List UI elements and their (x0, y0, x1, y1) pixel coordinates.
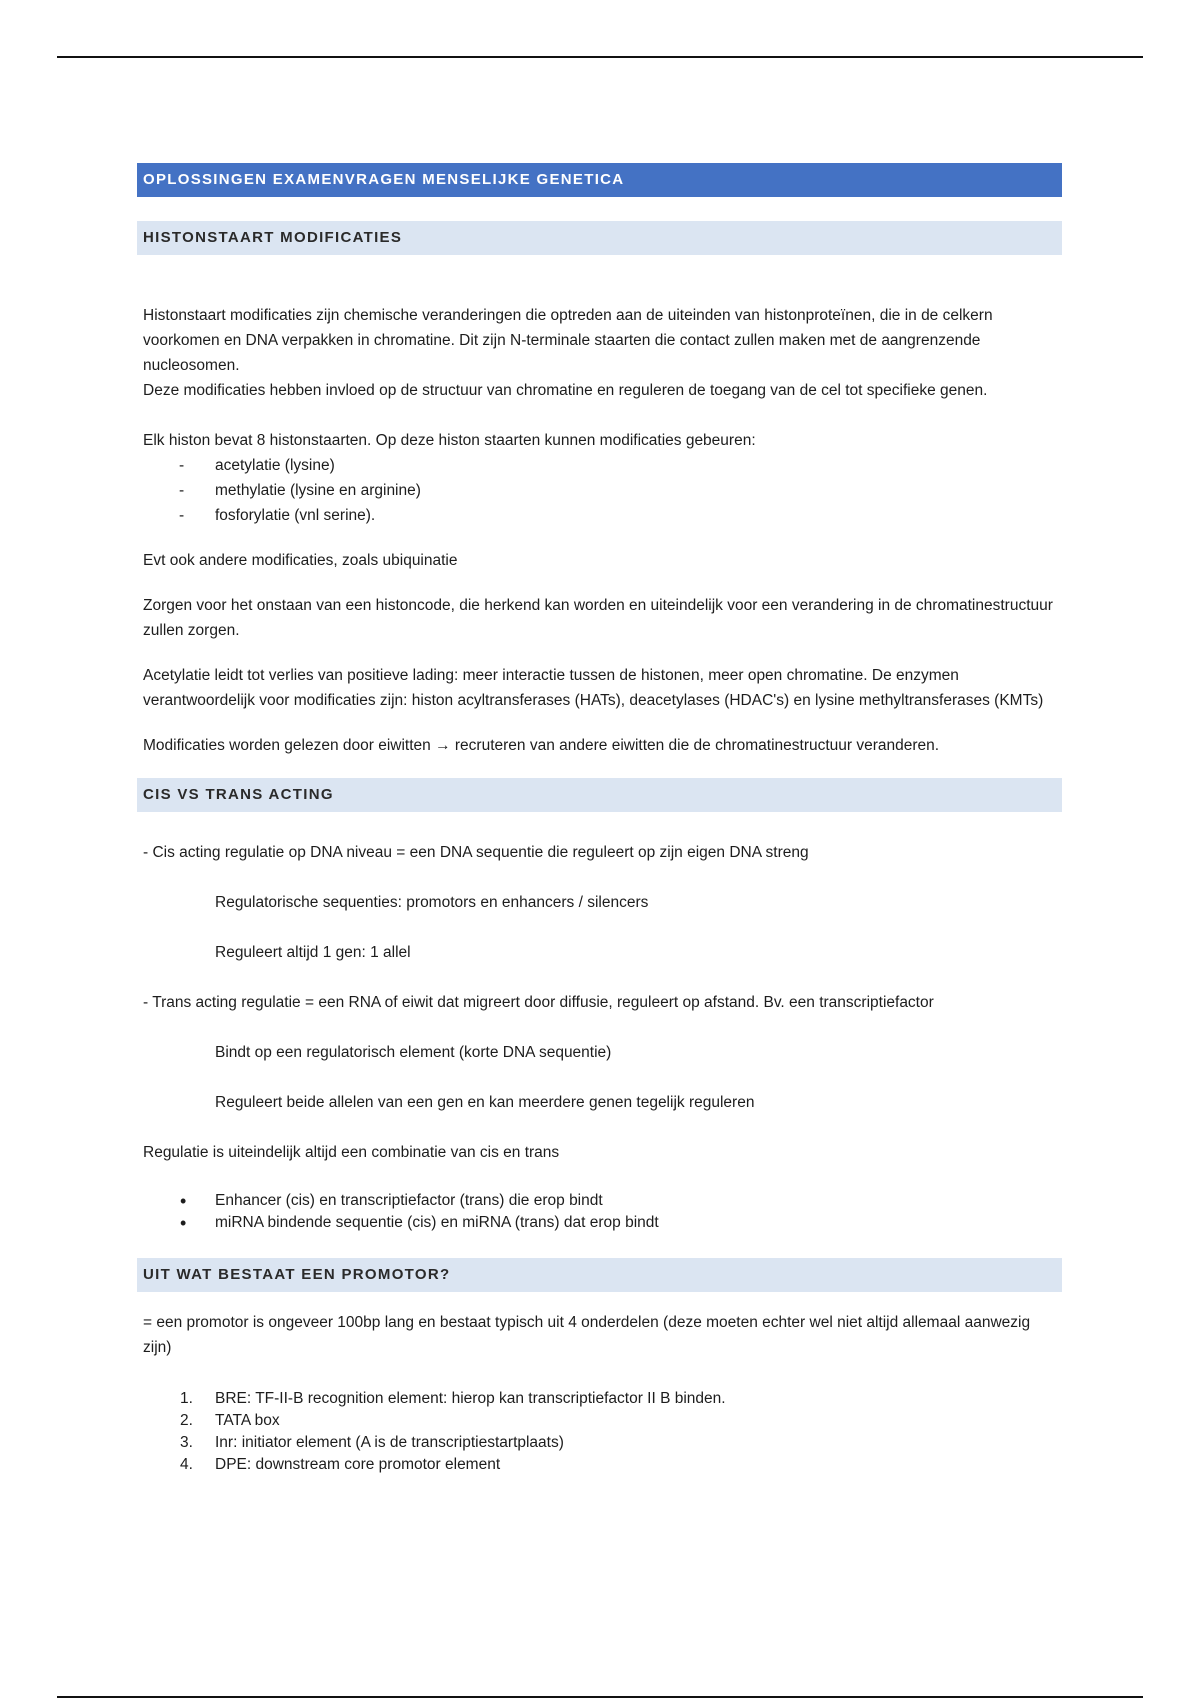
document-title: OPLOSSINGEN EXAMENVRAGEN MENSELIJKE GENETICA (137, 163, 1062, 197)
section-heading-promotor: UIT WAT BESTAAT EEN PROMOTOR? (137, 1258, 1062, 1292)
list-item-text: methylatie (lysine en arginine) (215, 482, 421, 499)
document-body (137, 163, 1062, 1476)
indented-paragraph: Reguleert beide allelen van een gen en kan meerdere genen tegelijk reguleren (215, 1094, 755, 1111)
bullet-marker: • (180, 1213, 187, 1233)
list-item (137, 1190, 1062, 1212)
indented-paragraph: Bindt op een regulatorisch element (korte DNA sequentie) (215, 1044, 612, 1061)
bullet-marker: • (180, 1191, 187, 1211)
list-item-text: TATA box (215, 1412, 280, 1429)
list-item-text: DPE: downstream core promotor element (215, 1456, 501, 1473)
footer-rule (57, 1696, 1143, 1698)
numbered-list (137, 1388, 1062, 1476)
dash-marker: - (179, 507, 185, 524)
list-item (137, 1388, 1062, 1410)
paragraph: Zorgen voor het onstaan van een histoncode, die herkend kan worden en uiteindelijk voor een verandering in de chromatinestructuur zullen zorgen. (143, 597, 1053, 639)
bullet-list (137, 1190, 1062, 1234)
dash-marker: - (179, 457, 185, 474)
paragraph: Deze modificaties hebben invloed op de structuur van chromatine en reguleren de toegang van de cel tot specifieke genen. (143, 382, 988, 399)
list-item (137, 1454, 1062, 1476)
paragraph: Evt ook andere modificaties, zoals ubiquinatie (143, 552, 458, 569)
list-item-text: Inr: initiator element (A is de transcriptiestartplaats) (215, 1434, 564, 1451)
section-heading-cis-trans: CIS VS TRANS ACTING (137, 778, 1062, 812)
paragraph: Modificaties worden gelezen door eiwitten → recruteren van andere eiwitten die de chromatinestructuur veranderen. (143, 737, 940, 754)
modification-list (137, 453, 1062, 528)
indented-paragraph: Reguleert altijd 1 gen: 1 allel (215, 944, 411, 961)
list-number: 1. (180, 1390, 193, 1407)
paragraph: Regulatie is uiteindelijk altijd een combinatie van cis en trans (143, 1144, 560, 1161)
paragraph: Histonstaart modificaties zijn chemische veranderingen die optreden aan de uiteinden van histonproteïnen, die in de celkern voorkomen en DNA verpakken in chromatine. Dit zijn N-terminale staarten die contact zullen maken met de aangrenzende nucleosomen. (143, 307, 993, 374)
paragraph: Elk histon bevat 8 histonstaarten. Op deze histon staarten kunnen modificaties gebeuren: (143, 432, 756, 449)
list-item (137, 1212, 1062, 1234)
paragraph: Acetylatie leidt tot verlies van positieve lading: meer interactie tussen de histonen, meer open chromatine. De enzymen verantwoordelijk voor modificaties zijn: histon acyltransferases (HATs), deacetylases (HDAC's) en lysine methyltransferases (KMTs) (143, 667, 1044, 709)
paragraph: - Trans acting regulatie = een RNA of eiwit dat migreert door diffusie, reguleert op afstand. Bv. een transcriptiefactor (143, 994, 934, 1011)
list-item (137, 453, 1062, 478)
list-item-text: fosforylatie (vnl serine). (215, 507, 376, 524)
list-item-text: BRE: TF-II-B recognition element: hierop kan transcriptiefactor II B binden. (215, 1390, 726, 1407)
dash-marker: - (179, 482, 185, 499)
paragraph: - Cis acting regulatie op DNA niveau = een DNA sequentie die reguleert op zijn eigen DNA streng (143, 844, 809, 861)
header-rule (57, 56, 1143, 58)
paragraph: = een promotor is ongeveer 100bp lang en bestaat typisch uit 4 onderdelen (deze moeten echter wel niet altijd allemaal aanwezig zijn) (143, 1314, 1031, 1356)
list-item (137, 1432, 1062, 1454)
list-item-text: acetylatie (lysine) (215, 457, 335, 474)
list-item (137, 478, 1062, 503)
list-item (137, 503, 1062, 528)
indented-paragraph: Regulatorische sequenties: promotors en enhancers / silencers (215, 894, 649, 911)
list-number: 3. (180, 1434, 193, 1451)
list-number: 4. (180, 1456, 193, 1473)
section-heading-histonstaart: HISTONSTAART MODIFICATIES (137, 221, 1062, 255)
list-number: 2. (180, 1412, 193, 1429)
list-item-text: miRNA bindende sequentie (cis) en miRNA (trans) dat erop bindt (215, 1214, 659, 1231)
list-item (137, 1410, 1062, 1432)
list-item-text: Enhancer (cis) en transcriptiefactor (trans) die erop bindt (215, 1192, 603, 1209)
